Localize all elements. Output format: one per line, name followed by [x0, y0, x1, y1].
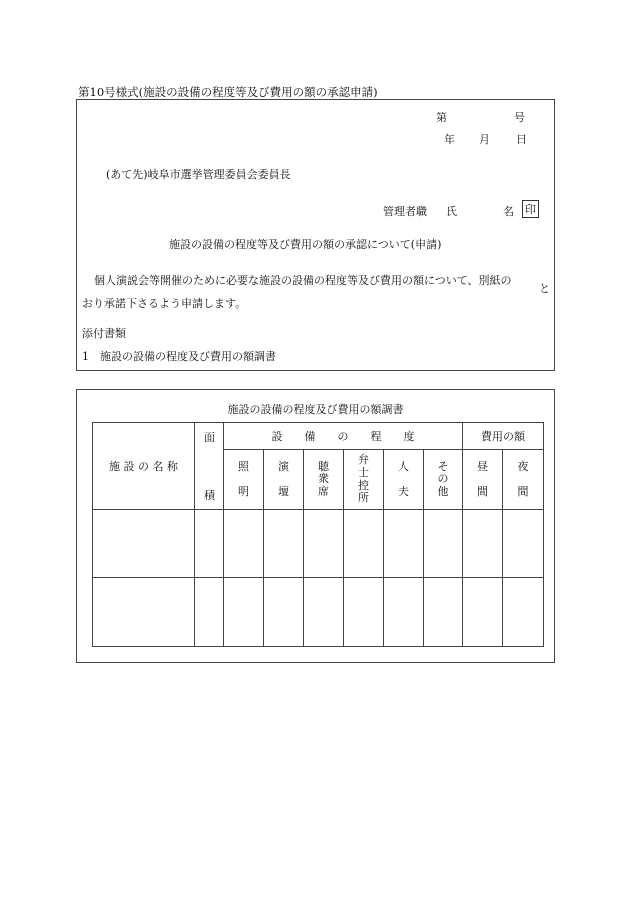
cost-label: 費用の額	[481, 430, 525, 444]
body-to: と	[539, 282, 550, 295]
document-title: 施設の設備の程度等及び費用の額の承認について(申請)	[169, 238, 442, 251]
equipment-level-label: 設 備 の 程 度	[271, 430, 415, 444]
cell-nighttime-2[interactable]	[503, 578, 544, 647]
attachments-item: 1 施設の設備の程度及び費用の額調書	[82, 350, 276, 363]
area-bottom-label: 積	[204, 488, 215, 502]
area-header	[195, 423, 224, 510]
cost-table	[92, 422, 544, 647]
col-other: そ の 他	[424, 450, 463, 510]
form-title: 第10号様式(施設の設備の程度等及び費用の額の承認申請)	[78, 85, 378, 99]
cell-daytime-1[interactable]	[463, 509, 503, 578]
cell-daytime-2[interactable]	[463, 578, 503, 647]
col-speaker-waiting-room: 弁 士 控 所	[344, 450, 384, 510]
cell-other-1[interactable]	[424, 509, 463, 578]
addressee: (あて先)岐阜市選挙管理委員会委員長	[106, 168, 291, 181]
area-top-label: 面	[204, 431, 215, 444]
table-row	[93, 509, 544, 578]
cell-area-1[interactable]	[195, 509, 224, 578]
cell-laborers-2[interactable]	[384, 578, 424, 647]
number-dai: 第	[436, 111, 447, 124]
application-box	[76, 99, 555, 371]
col-lighting: 照 明	[224, 450, 264, 510]
col-nighttime: 夜 間	[503, 450, 544, 510]
cell-waiting-room-1[interactable]	[344, 509, 384, 578]
facility-name-label: 施 設 の 名 称	[109, 459, 178, 473]
date-year: 年	[444, 133, 455, 146]
body-line-1: 個人演説会等開催のために必要な施設の設備の程度等及び費用の額について、別紙の	[94, 274, 512, 287]
cell-audience-2[interactable]	[304, 578, 344, 647]
col-audience-seats: 聴 衆 席	[304, 450, 344, 510]
cell-facility-name-1[interactable]	[93, 509, 195, 578]
cell-lighting-1[interactable]	[224, 509, 264, 578]
cell-laborers-1[interactable]	[384, 509, 424, 578]
col-stage: 演 壇	[264, 450, 304, 510]
cell-lighting-2[interactable]	[224, 578, 264, 647]
cell-audience-1[interactable]	[304, 509, 344, 578]
body-line-2: おり承諾下さるよう申請します。	[82, 297, 247, 310]
applicant-label: 管理者職	[383, 205, 427, 218]
seal-mark: 印	[522, 200, 539, 218]
applicant-mei: 名	[503, 205, 514, 218]
cell-waiting-room-2[interactable]	[344, 578, 384, 647]
table-title: 施設の設備の程度及び費用の額調書	[227, 403, 404, 416]
cell-stage-1[interactable]	[264, 509, 304, 578]
col-laborers: 人 夫	[384, 450, 424, 510]
cell-nighttime-1[interactable]	[503, 509, 544, 578]
number-go: 号	[514, 111, 525, 124]
cost-header	[463, 423, 544, 450]
cell-area-2[interactable]	[195, 578, 224, 647]
applicant-shi: 氏	[446, 205, 457, 218]
cell-facility-name-2[interactable]	[93, 578, 195, 647]
facility-name-header	[93, 423, 195, 510]
cost-statement-box	[76, 389, 555, 663]
date-month: 月	[479, 133, 490, 146]
col-daytime: 昼 間	[463, 450, 503, 510]
table-row	[93, 578, 544, 647]
cell-other-2[interactable]	[424, 578, 463, 647]
cell-stage-2[interactable]	[264, 578, 304, 647]
date-day: 日	[516, 133, 527, 146]
equipment-level-header	[224, 423, 463, 450]
attachments-label: 添付書類	[82, 327, 126, 340]
